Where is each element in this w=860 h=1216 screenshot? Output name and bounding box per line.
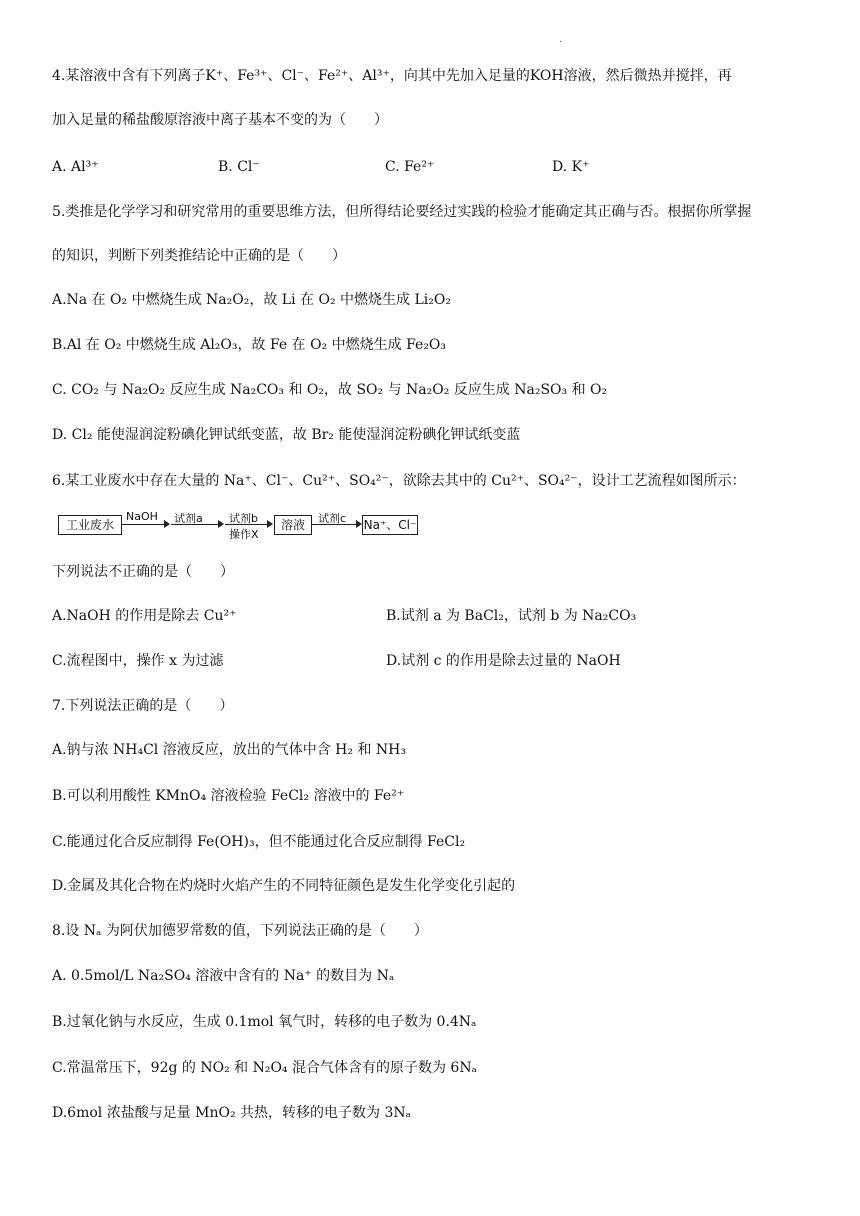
- q6-option-c: C.流程图中，操作 x 为过滤: [52, 653, 224, 669]
- q5-stem-line1: 5.类推是化学学习和研究常用的重要思维方法，但所得结论要经过实践的检验才能确定其正确与否。根据你所掌握: [52, 204, 752, 220]
- q4-option-a: A. Al³⁺: [52, 159, 99, 175]
- q4-option-d: D. K⁺: [552, 159, 590, 175]
- q8-option-d: D.6mol 浓盐酸与足量 MnO₂ 共热，转移的电子数为 3Nₐ: [52, 1105, 412, 1121]
- q4-stem-line2: 加入足量的稀盐酸原溶液中离子基本不变的为（ ）: [52, 112, 388, 128]
- flow-box-product-ions: Na⁺、Cl⁻: [362, 515, 418, 535]
- flow-label-reagent-a: 试剂a: [174, 512, 203, 525]
- q4-option-c: C. Fe²⁺: [385, 159, 435, 175]
- q6-stem-line1: 6.某工业废水中存在大量的 Na⁺、Cl⁻、Cu²⁺、SO₄²⁻，欲除去其中的 Cu²⁺、SO₄²⁻，设计工艺流程如图所示：: [52, 473, 746, 489]
- q6-option-d: D.试剂 c 的作用是除去过量的 NaOH: [386, 653, 621, 669]
- q7-stem: 7.下列说法正确的是（ ）: [52, 698, 234, 714]
- q8-option-c: C.常温常压下，92g 的 NO₂ 和 N₂O₄ 混合气体含有的原子数为 6Nₐ: [52, 1060, 477, 1076]
- q4-option-b: B. Cl⁻: [218, 159, 260, 175]
- q6-option-b: B.试剂 a 为 BaCl₂，试剂 b 为 Na₂CO₃: [386, 608, 637, 624]
- q6-option-a: A.NaOH 的作用是除去 Cu²⁺: [52, 608, 237, 624]
- q7-option-d: D.金属及其化合物在灼烧时火焰产生的不同特征颜色是发生化学变化引起的: [52, 878, 516, 894]
- q5-option-c: C. CO₂ 与 Na₂O₂ 反应生成 Na₂CO₃ 和 O₂，故 SO₂ 与 Na₂O₂ 反应生成 Na₂SO₃ 和 O₂: [52, 382, 608, 398]
- flow-label-naoh: NaOH: [126, 510, 158, 523]
- q8-option-a: A. 0.5mol/L Na₂SO₄ 溶液中含有的 Na⁺ 的数目为 Nₐ: [52, 968, 395, 984]
- flow-arrow-2-head: [218, 520, 224, 528]
- page-dot: .: [559, 34, 563, 45]
- flow-arrow-1: [121, 524, 165, 525]
- q4-stem-line1: 4.某溶液中含有下列离子K⁺、Fe³⁺、Cl⁻、Fe²⁺、Al³⁺，向其中先加入足量的KOH溶液，然后微热并搅拌，再: [52, 68, 732, 84]
- q5-option-b: B.Al 在 O₂ 中燃烧生成 Al₂O₃，故 Fe 在 O₂ 中燃烧生成 Fe₂O₃: [52, 337, 447, 353]
- q7-option-c: C.能通过化合反应制得 Fe(OH)₃，但不能通过化合反应制得 FeCl₂: [52, 834, 466, 850]
- flow-label-operation-x: 操作X: [229, 528, 259, 541]
- flow-arrow-4: [311, 524, 357, 525]
- flow-label-reagent-b: 试剂b: [229, 512, 258, 525]
- q7-option-a: A.钠与浓 NH₄Cl 溶液反应，放出的气体中含 H₂ 和 NH₃: [52, 742, 406, 758]
- flow-arrow-3-head: [267, 520, 273, 528]
- q5-stem-line2: 的知识，判断下列类推结论中正确的是（ ）: [52, 248, 346, 264]
- flow-arrow-3: [225, 524, 268, 525]
- q5-option-a: A.Na 在 O₂ 中燃烧生成 Na₂O₂，故 Li 在 O₂ 中燃烧生成 Li₂O₂: [52, 292, 451, 308]
- flow-arrow-2: [171, 524, 219, 525]
- q8-stem: 8.设 Nₐ 为阿伏加德罗常数的值，下列说法正确的是（ ）: [52, 923, 428, 939]
- flow-arrow-1-head: [164, 520, 170, 528]
- flow-label-reagent-c: 试剂c: [318, 512, 347, 525]
- q7-option-b: B.可以利用酸性 KMnO₄ 溶液检验 FeCl₂ 溶液中的 Fe²⁺: [52, 788, 405, 804]
- flow-box-wastewater: 工业废水: [58, 515, 122, 535]
- q6-stem-line2: 下列说法不正确的是（ ）: [52, 564, 234, 580]
- q5-option-d: D. Cl₂ 能使湿润淀粉碘化钾试纸变蓝，故 Br₂ 能使湿润淀粉碘化钾试纸变蓝: [52, 427, 521, 443]
- q8-option-b: B.过氧化钠与水反应，生成 0.1mol 氧气时，转移的电子数为 0.4Nₐ: [52, 1014, 477, 1030]
- flow-box-solution: 溶液: [274, 515, 312, 535]
